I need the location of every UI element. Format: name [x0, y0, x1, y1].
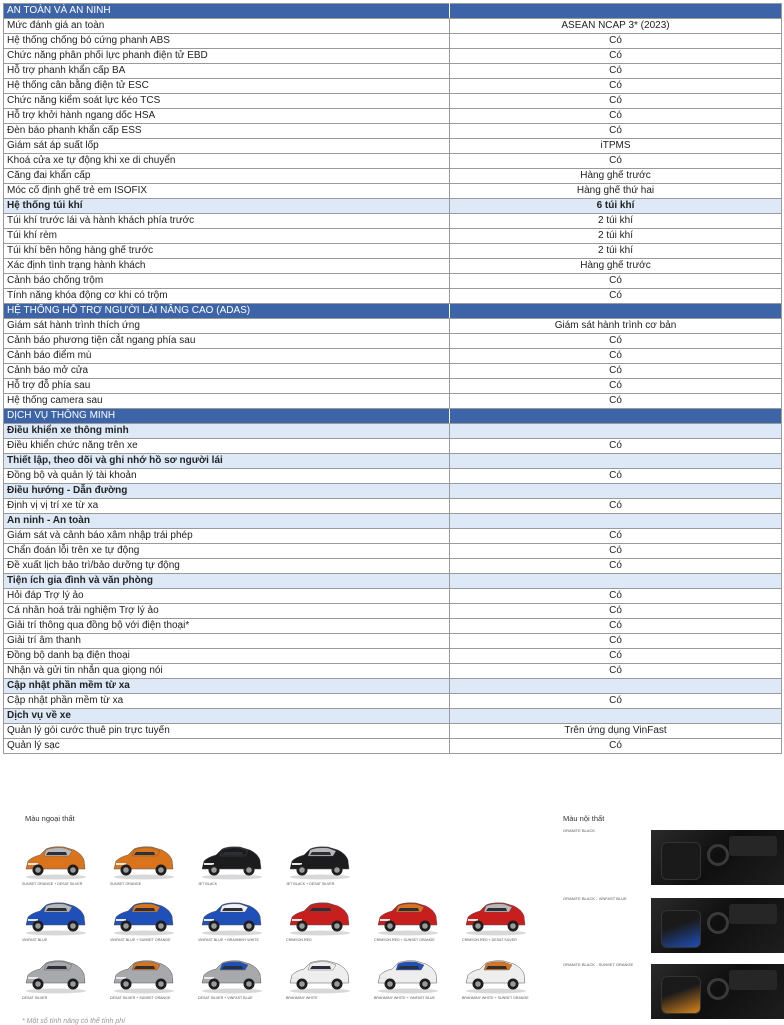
spec-row: [4, 184, 782, 199]
spec-row: [4, 19, 782, 34]
spec-row: [4, 394, 782, 409]
spec-row: [4, 319, 782, 334]
subheader-row: [4, 574, 782, 589]
spec-label: Giám sát áp suất lốp: [4, 139, 450, 154]
spec-label: Giám sát hành trình thích ứng: [4, 319, 450, 334]
spec-value: 2 túi khí: [450, 229, 782, 244]
spec-row: [4, 334, 782, 349]
car-icon: [22, 842, 88, 880]
spec-label: Cảnh báo phương tiện cắt ngang phía sau: [4, 334, 450, 349]
exterior-color-swatch: [110, 956, 188, 1000]
car-icon: [374, 898, 440, 936]
spec-value: [450, 574, 782, 589]
car-icon: [462, 956, 528, 994]
spec-label: Móc cố định ghế trẻ em ISOFIX: [4, 184, 450, 199]
section-title-blank: [450, 409, 782, 424]
spec-value: Có: [450, 529, 782, 544]
interior-colors-title: Màu nội thất: [563, 814, 605, 823]
spec-row: [4, 109, 782, 124]
spec-value: Có: [450, 64, 782, 79]
interior-color-swatch: [563, 828, 784, 833]
spec-label: Hệ thống camera sau: [4, 394, 450, 409]
spec-label: Hỗ trợ phanh khẩn cấp BA: [4, 64, 450, 79]
spec-row: [4, 124, 782, 139]
section-header: [4, 409, 782, 424]
spec-value: Hàng ghế thứ hai: [450, 184, 782, 199]
spec-value: Có: [450, 109, 782, 124]
car-icon: [110, 898, 176, 936]
exterior-color-name: CRIMSON RED + SUNSET ORANGE: [374, 938, 435, 942]
spec-label: Giải trí âm thanh: [4, 634, 450, 649]
spec-value: Có: [450, 499, 782, 514]
exterior-color-name: SUNSET ORANGE: [110, 882, 142, 886]
spec-row: [4, 214, 782, 229]
spec-value: Có: [450, 469, 782, 484]
spec-value: Có: [450, 634, 782, 649]
spec-value: Có: [450, 274, 782, 289]
spec-row: [4, 274, 782, 289]
spec-label: Hỗ trợ đỗ phía sau: [4, 379, 450, 394]
spec-value: Có: [450, 334, 782, 349]
spec-value: [450, 679, 782, 694]
spec-label: Đồng bộ danh bạ điện thoại: [4, 649, 450, 664]
spec-row: [4, 49, 782, 64]
exterior-color-swatch: [462, 898, 540, 942]
spec-label: Đề xuất lịch bảo trì/bảo dưỡng tự động: [4, 559, 450, 574]
subheader-row: [4, 679, 782, 694]
interior-seat-image: [651, 898, 784, 953]
exterior-color-name: BRAHMINY WHITE + VINFAST BLUE: [374, 996, 435, 1000]
exterior-color-name: JET BLACK + DESAT SILVER: [286, 882, 335, 886]
section-title: DỊCH VỤ THÔNG MINH: [4, 409, 450, 424]
spec-row: [4, 379, 782, 394]
exterior-color-name: VINFAST BLUE: [22, 938, 48, 942]
interior-color-name: GRANITE BLACK: [563, 828, 596, 833]
subheader-row: [4, 514, 782, 529]
section-title: AN TOÀN VÀ AN NINH: [4, 4, 450, 19]
spec-label: Giám sát và cảnh báo xâm nhập trái phép: [4, 529, 450, 544]
spec-row: [4, 544, 782, 559]
interior-seat-image: [651, 964, 784, 1019]
spec-label: Điều hướng - Dẫn đường: [4, 484, 450, 499]
car-icon: [22, 898, 88, 936]
section-title: HỆ THỐNG HỖ TRỢ NGƯỜI LÁI NÂNG CAO (ADAS): [4, 304, 450, 319]
spec-value: 6 túi khí: [450, 199, 782, 214]
section-title-blank: [450, 304, 782, 319]
spec-value: Có: [450, 619, 782, 634]
exterior-color-name: CRIMSON RED + DESAT SILVER: [462, 938, 517, 942]
exterior-color-swatch: [198, 898, 276, 942]
spec-label: Khoá cửa xe tự động khi xe di chuyển: [4, 154, 450, 169]
spec-table: [3, 3, 782, 754]
spec-label: Cập nhật phần mềm từ xa: [4, 694, 450, 709]
spec-row: [4, 469, 782, 484]
spec-value: Có: [450, 604, 782, 619]
exterior-color-swatch: [286, 842, 364, 886]
spec-label: Cảnh báo mở cửa: [4, 364, 450, 379]
exterior-color-name: DESAT SILVER + SUNSET ORANGE: [110, 996, 171, 1000]
interior-color-swatch: [563, 896, 784, 901]
spec-row: [4, 724, 782, 739]
exterior-color-swatch: [198, 842, 276, 886]
spec-label: Giải trí thông qua đồng bộ với điện thoại*: [4, 619, 450, 634]
spec-row: [4, 259, 782, 274]
spec-value: Có: [450, 349, 782, 364]
exterior-color-name: DESAT SILVER + VINFAST BLUE: [198, 996, 253, 1000]
spec-label: Cảnh báo chống trộm: [4, 274, 450, 289]
spec-row: [4, 619, 782, 634]
spec-label: Nhận và gửi tin nhắn qua giọng nói: [4, 664, 450, 679]
spec-label: Căng đai khẩn cấp: [4, 169, 450, 184]
spec-label: Túi khí trước lái và hành khách phía trước: [4, 214, 450, 229]
spec-label: Túi khí rèm: [4, 229, 450, 244]
spec-label: Điều khiển chức năng trên xe: [4, 439, 450, 454]
exterior-color-swatch: [22, 956, 100, 1000]
exterior-color-name: BRAHMINY WHITE + SUNSET ORANGE: [462, 996, 529, 1000]
spec-label: Quản lý sạc: [4, 739, 450, 754]
spec-label: Hệ thống túi khí: [4, 199, 450, 214]
subheader-row: [4, 199, 782, 214]
spec-row: [4, 439, 782, 454]
interior-seat-image: [651, 830, 784, 885]
spec-value: Có: [450, 364, 782, 379]
spec-value: Có: [450, 124, 782, 139]
spec-label: Hệ thống cân bằng điện tử ESC: [4, 79, 450, 94]
spec-label: Đồng bộ và quản lý tài khoản: [4, 469, 450, 484]
spec-row: [4, 139, 782, 154]
exterior-color-name: VINFAST BLUE + BRAHMINY WHITE: [198, 938, 259, 942]
spec-value: [450, 484, 782, 499]
spec-value: Có: [450, 544, 782, 559]
spec-label: Cá nhân hoá trải nghiệm Trợ lý ảo: [4, 604, 450, 619]
exterior-color-swatch: [22, 898, 100, 942]
subheader-row: [4, 709, 782, 724]
exterior-color-swatch: [110, 842, 188, 886]
exterior-color-swatch: [22, 842, 100, 886]
spec-value: ASEAN NCAP 3* (2023): [450, 19, 782, 34]
spec-label: Tiện ích gia đình và văn phòng: [4, 574, 450, 589]
subheader-row: [4, 454, 782, 469]
spec-row: [4, 79, 782, 94]
spec-value: [450, 709, 782, 724]
spec-value: Có: [450, 739, 782, 754]
exterior-color-name: SUNSET ORANGE + DESAT SILVER: [22, 882, 83, 886]
spec-label: Chức năng phân phối lực phanh điện tử EBD: [4, 49, 450, 64]
spec-row: [4, 739, 782, 754]
spec-label: Mức đánh giá an toàn: [4, 19, 450, 34]
spec-value: Có: [450, 289, 782, 304]
exterior-color-name: BRAHMINY WHITE: [286, 996, 318, 1000]
spec-row: [4, 634, 782, 649]
spec-value: Có: [450, 394, 782, 409]
exterior-color-swatch: [110, 898, 188, 942]
spec-row: [4, 349, 782, 364]
spec-value: Có: [450, 79, 782, 94]
spec-label: Chẩn đoán lỗi trên xe tự động: [4, 544, 450, 559]
subheader-row: [4, 424, 782, 439]
spec-value: Có: [450, 379, 782, 394]
subheader-row: [4, 484, 782, 499]
spec-row: [4, 649, 782, 664]
spec-row: [4, 364, 782, 379]
interior-color-swatch: [563, 962, 784, 967]
spec-row: [4, 34, 782, 49]
spec-value: [450, 514, 782, 529]
car-icon: [374, 956, 440, 994]
spec-label: Tính năng khóa động cơ khi có trộm: [4, 289, 450, 304]
exterior-color-swatch: [374, 956, 452, 1000]
spec-row: [4, 694, 782, 709]
spec-value: Có: [450, 439, 782, 454]
spec-value: Có: [450, 649, 782, 664]
spec-value: Có: [450, 559, 782, 574]
section-title-blank: [450, 4, 782, 19]
spec-value: 2 túi khí: [450, 244, 782, 259]
spec-row: [4, 529, 782, 544]
spec-value: iTPMS: [450, 139, 782, 154]
spec-label: An ninh - An toàn: [4, 514, 450, 529]
spec-value: Hàng ghế trước: [450, 259, 782, 274]
spec-row: [4, 559, 782, 574]
spec-value: Có: [450, 589, 782, 604]
exterior-color-name: DESAT SILVER: [22, 996, 48, 1000]
interior-color-name: GRANITE BLACK - VINFAST BLUE: [563, 896, 627, 901]
spec-row: [4, 169, 782, 184]
spec-label: Cập nhật phần mềm từ xa: [4, 679, 450, 694]
spec-row: [4, 229, 782, 244]
exterior-color-name: VINFAST BLUE + SUNSET ORANGE: [110, 938, 171, 942]
spec-value: Có: [450, 94, 782, 109]
exterior-color-swatch: [462, 956, 540, 1000]
spec-value: Hàng ghế trước: [450, 169, 782, 184]
car-icon: [198, 842, 264, 880]
spec-value: Có: [450, 154, 782, 169]
spec-value: Có: [450, 664, 782, 679]
spec-row: [4, 154, 782, 169]
section-header: [4, 4, 782, 19]
spec-row: [4, 94, 782, 109]
exterior-color-name: CRIMSON RED: [286, 938, 312, 942]
spec-value: Có: [450, 49, 782, 64]
spec-label: Hệ thống chống bó cứng phanh ABS: [4, 34, 450, 49]
car-icon: [286, 956, 352, 994]
spec-row: [4, 499, 782, 514]
spec-label: Hỗ trợ khởi hành ngang dốc HSA: [4, 109, 450, 124]
spec-value: Trên ứng dụng VinFast: [450, 724, 782, 739]
car-icon: [198, 898, 264, 936]
spec-row: [4, 589, 782, 604]
spec-row: [4, 604, 782, 619]
spec-label: Dịch vụ về xe: [4, 709, 450, 724]
spec-row: [4, 64, 782, 79]
car-icon: [462, 898, 528, 936]
spec-label: Cảnh báo điểm mù: [4, 349, 450, 364]
exterior-color-swatch: [286, 956, 364, 1000]
spec-label: Đèn báo phanh khẩn cấp ESS: [4, 124, 450, 139]
spec-label: Túi khí bên hông hàng ghế trước: [4, 244, 450, 259]
spec-label: Xác định tình trạng hành khách: [4, 259, 450, 274]
car-icon: [286, 898, 352, 936]
spec-label: Định vị vị trí xe từ xa: [4, 499, 450, 514]
spec-label: Điều khiển xe thông minh: [4, 424, 450, 439]
exterior-color-swatch: [374, 898, 452, 942]
spec-row: [4, 664, 782, 679]
exterior-color-swatch: [286, 898, 364, 942]
exterior-color-swatch: [198, 956, 276, 1000]
car-icon: [22, 956, 88, 994]
spec-label: Chức năng kiểm soát lực kéo TCS: [4, 94, 450, 109]
spec-value: 2 túi khí: [450, 214, 782, 229]
car-icon: [110, 842, 176, 880]
section-header: [4, 304, 782, 319]
spec-row: [4, 289, 782, 304]
car-icon: [198, 956, 264, 994]
footnote: * Một số tính năng có thể tính phí: [22, 1018, 126, 1025]
spec-value: Có: [450, 694, 782, 709]
spec-value: [450, 454, 782, 469]
color-options: [0, 800, 784, 1024]
car-icon: [110, 956, 176, 994]
spec-label: Quản lý gói cước thuê pin trực tuyến: [4, 724, 450, 739]
spec-label: Thiết lập, theo dõi và ghi nhớ hồ sơ người lái: [4, 454, 450, 469]
spec-value: Có: [450, 34, 782, 49]
spec-label: Hỏi đáp Trợ lý ảo: [4, 589, 450, 604]
spec-value: Giám sát hành trình cơ bản: [450, 319, 782, 334]
exterior-colors-title: Màu ngoại thất: [25, 814, 75, 823]
spec-row: [4, 244, 782, 259]
spec-value: [450, 424, 782, 439]
car-icon: [286, 842, 352, 880]
interior-color-name: GRANITE BLACK - SUNSET ORANGE: [563, 962, 634, 967]
exterior-color-name: JET BLACK: [198, 882, 218, 886]
